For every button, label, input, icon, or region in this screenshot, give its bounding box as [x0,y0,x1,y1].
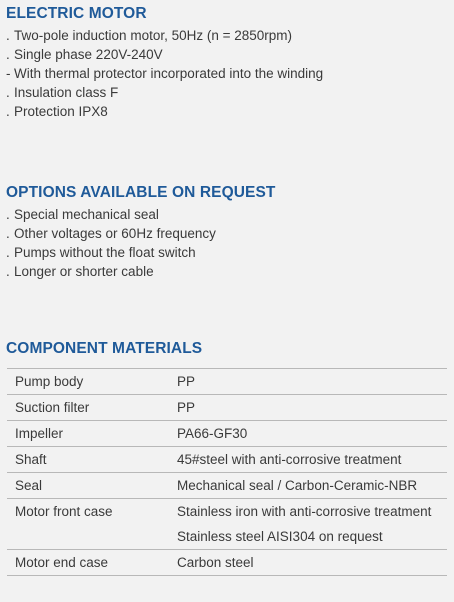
electric-motor-heading: ELECTRIC MOTOR [6,5,147,22]
bullet-mark: . [6,245,10,260]
material-cell: Carbon steel [169,550,447,576]
bullet-mark: . [6,104,10,119]
list-item-text: Protection IPX8 [14,104,108,119]
options-heading: OPTIONS AVAILABLE ON REQUEST [6,184,276,201]
component-cell: Suction filter [7,395,169,421]
list-item [6,243,454,262]
list-item-text: Insulation class F [14,85,119,100]
table-row [7,421,447,447]
material-cell: PP [169,395,447,421]
list-item [6,224,454,243]
list-item-text: Pumps without the float switch [14,245,196,260]
list-item [6,102,454,121]
table-row [7,499,447,525]
list-item-text: Longer or shorter cable [14,264,154,279]
material-cell: 45#steel with anti-corrosive treatment [169,447,447,473]
table-row [7,524,447,550]
table-row [7,473,447,499]
list-item [6,262,454,281]
table-row [7,369,447,395]
list-item [6,45,454,64]
bullet-mark: . [6,226,10,241]
component-cell: Pump body [7,369,169,395]
electric-motor-list [0,26,454,121]
bullet-mark: - [6,66,11,81]
component-cell [7,524,169,550]
table-row [7,447,447,473]
material-cell: Stainless iron with anti-corrosive treatment [169,499,447,525]
component-cell: Motor end case [7,550,169,576]
material-cell: Mechanical seal / Carbon-Ceramic-NBR [169,473,447,499]
table-row [7,550,447,576]
table-row [7,395,447,421]
options-list [0,205,454,281]
material-cell: PP [169,369,447,395]
materials-table [7,368,447,576]
list-item [6,205,454,224]
bullet-mark: . [6,207,10,222]
bullet-mark: . [6,47,10,62]
materials-heading: COMPONENT MATERIALS [6,340,203,357]
list-item-text: Special mechanical seal [14,207,159,222]
component-cell: Motor front case [7,499,169,525]
list-item-text: With thermal protector incorporated into the winding [14,66,324,81]
component-cell: Seal [7,473,169,499]
bullet-mark: . [6,264,10,279]
list-item-text: Single phase 220V-240V [14,47,163,62]
bullet-mark: . [6,85,10,100]
component-cell: Impeller [7,421,169,447]
materials-section [0,339,454,576]
list-item-text: Other voltages or 60Hz frequency [14,226,216,241]
list-item [6,26,454,45]
electric-motor-section [0,4,454,121]
bullet-mark: . [6,28,10,43]
options-section [0,183,454,281]
list-item [6,64,454,83]
material-cell: PA66-GF30 [169,421,447,447]
component-cell: Shaft [7,447,169,473]
material-cell: Stainless steel AISI304 on request [177,529,383,544]
list-item [6,83,454,102]
list-item-text: Two-pole induction motor, 50Hz (n = 2850rpm) [14,28,293,43]
